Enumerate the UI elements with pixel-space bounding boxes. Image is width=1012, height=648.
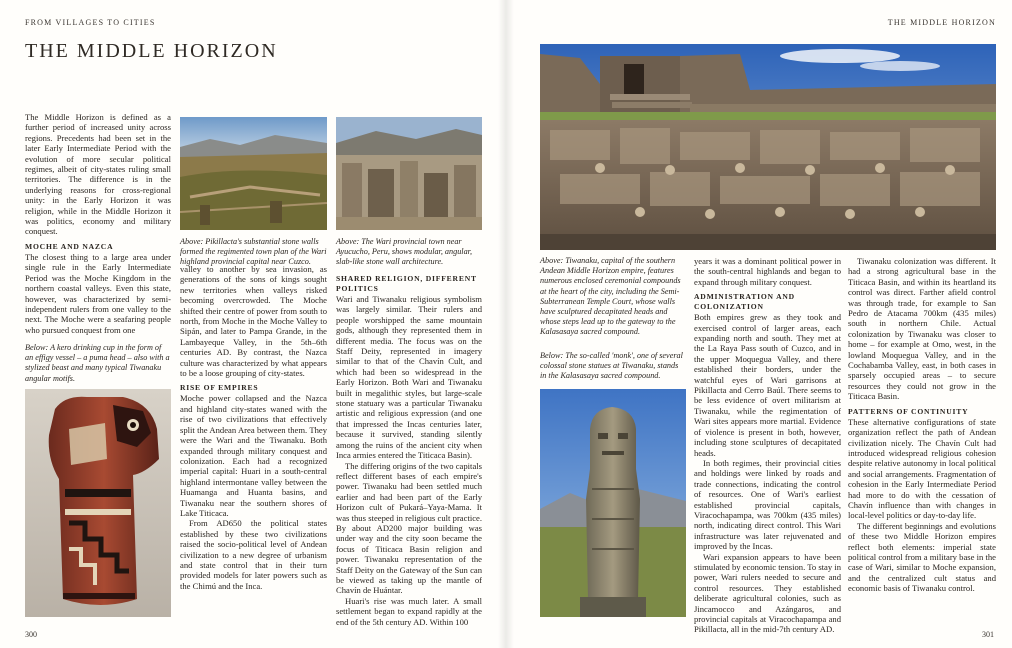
heading-moche-nazca: MOCHE AND NAZCA <box>25 241 114 251</box>
left-column-2 <box>180 264 327 591</box>
right-page <box>506 0 1012 648</box>
page-number-left: 300 <box>25 630 37 639</box>
administration-paragraph-1: Both empires grew as they took and exercised control of larger areas, each expanding north and south. They met at the La Raya Pass south of Cuzco, and in the upper Moquegua Valley, and there established their borders, under the watchful eyes of Wari garrisons at Pikillacta and Cerro Baúl. There seems to be less evidence of overt militarism at Tiwanaku, while the regimentation of Wari sites appears more martial. Evidence of violence is present in both, however, including stone sculptures of decapitated heads. <box>694 312 841 458</box>
religion-paragraph-1: Wari and Tiwanaku religious symbolism was largely similar. Their rulers and people worshipped the same mountain gods, although they represented them in different media. The focus was on the Staff Deity, represented in imagery similar to that of the Chavín Cult, and which had been so widespread in the Early Horizon. Both Wari and Tiwanaku built in megalithic styles, but large-scale stone statuary was a particular Tiwanaku artistic and religious expression (and one that impressed the Incas centuries later, because it survived, standing silently among the ruins of the ancient city when Inca armies entered the Titicaca Basin). <box>336 294 482 461</box>
right-column-3 <box>848 256 996 594</box>
running-head-right: THE MIDDLE HORIZON <box>887 18 996 27</box>
caption-kero: Below: A kero drinking cup in the form of an effigy vessel – a puma head – also with a stylized beast and many typical Tiwanaku angular motifs. <box>25 343 170 383</box>
heading-patterns-of-continuity: PATTERNS OF CONTINUITY <box>848 406 969 416</box>
administration-paragraph-2: In both regimes, their provincial cities and holdings were linked by roads and trade connections, indicating the control of resources. One of Wari's earliest established provincial capitals, Viracochapampa, was 700km (435 miles) north, indicating direct control. This Wari infrastructure was later rejuvenated and improved by the Incas. <box>694 457 841 552</box>
page-number-right: 301 <box>982 630 994 639</box>
caption-pikillacta: Above: Pikillacta's substantial stone walls formed the regimented town plan of the Wari highland provincial capital near Cuzco. <box>180 237 327 267</box>
wari-town-photo <box>336 117 482 230</box>
rise-paragraph-2: From AD650 the political states established by these two civilizations raised the socio-political level of Andean civilization to a new degree of urbanism and state control that in their turn provided models for later powers such as the Chimú and the Inca. <box>180 518 327 591</box>
huari-rise-continued: years it was a dominant political power in the south-central highlands and began to expand through military conquest. <box>694 256 841 287</box>
tiwanaku-temple-photo <box>540 44 996 250</box>
continuity-paragraph-1: These alternative configurations of state organization reflect the path of Andean civilization nicely. The Chavín Cult had introduced widespread religious cohesion despite relative autonomy in local political and social arrangements. Fragmentation of cohesion in the Early Intermediate Period had more to do with the cessation of Chavín influence than with changes in local-level politics or day-to-day life. <box>848 416 996 521</box>
caption-ayacucho: Above: The Wari provincial town near Ayucucho, Peru, shows modular, angular, slab-like stone wall architecture. <box>336 237 472 267</box>
left-column-1 <box>25 112 171 335</box>
chapter-title: THE MIDDLE HORIZON <box>25 40 278 62</box>
gutter-shadow <box>498 0 506 648</box>
heading-rise-of-empires: RISE OF EMPIRES <box>180 383 259 393</box>
continuity-paragraph-2: The different beginnings and evolutions of these two Middle Horizon empires reflect both elements: imperial state political control from a military base in the case of Wari, similar to Moche expansion, and the centralized cult status and economic basis of Tiwanaku control. <box>848 520 996 594</box>
gutter-shadow <box>506 0 514 648</box>
caption-monk-statue: Below: The so-called 'monk', one of several colossal stone statues at Tiwanaku, stands in the Kalasasaya sacred compound. <box>540 351 683 381</box>
left-column-3 <box>336 274 482 627</box>
caption-tiwanaku-temple: Above: Tiwanaku, capital of the southern Andean Middle Horizon empire, features numerous enclosed ceremonial compounds at the heart of the city, including the Semi-Subterranean Temple Court, whose walls have sculptured decapitated heads and whose steps lead up to the gateway to the Kalasasaya sacred compound. <box>540 256 681 337</box>
religion-paragraph-3: Huari's rise was much later. A small settlement began to expand rapidly at the end of the 5th century AD. Within 100 <box>336 595 482 627</box>
right-column-2 <box>694 256 841 635</box>
moche-paragraph: The closest thing to a large area under single rule in the Early Intermediate Period was the Moche Kingdom in the northern coastal valleys. Even this state, however, was characterized by semi-independent rulers from one valley to the next. The Moche were a seafaring people who pursued conquest from one <box>25 251 171 335</box>
tiwanaku-colonization-paragraph: Tiwanaku colonization was different. It had a strong agricultural base in the Titicaca Basin, and within its heartland its control was direct. Farther afield control was through trade, for example to San Pedro de Atacama 700km (435 miles) south in northern Chile. Actual colonization by Tiwanaku was closer to home – for example at Omo, west, in the lowland Moquegua Valley, and in the Cochabamba Valley, east, in both cases in sparsely occupied areas – to secure resources they could not grow in the Titicaca Basin. <box>848 256 996 402</box>
heading-shared-religion: SHARED RELIGION, DIFFERENT POLITICS <box>336 274 477 293</box>
kero-cup-photo <box>25 389 171 617</box>
monk-statue-photo <box>540 389 686 617</box>
religion-paragraph-2: The differing origins of the two capitals reflect different bases of each empire's power. Tiwanaku had been settled much earlier and had been part of the Early Horizon cult of Pukará–Yaya-Mama. It was thus steeped in religious cult practice. By about AD200 major building was under way and the city soon became the focus of Titicaca Basin religion and power. Tiwanaku representation of the Staff Deity on the Gateway of the Sun can be viewed as taking up the mantle of Chavín de Huántar. <box>336 460 482 596</box>
administration-paragraph-3: Wari expansion appears to have been stimulated by economic tension. To stay in power, Wari rulers needed to secure and control resources. They established deliberate agricultural colonies, such as Jincamocco and Azángaros, and provincial capitals at Viracochapampa and Pikillacta, all in the mid-7th century AD. <box>694 551 841 635</box>
moche-continued-paragraph: valley to another by sea invasion, as generations of the sons of kings sought new territories when valleys risked becoming overcrowded. The Moche shifted their centre of power from south to north, from Moche in the Moche Valley to Sipán, and later to Pampa Grande, in the Lambayeque Valley, in the 5th–6th centuries AD. By contrast, the Nazca culture was characterized by what appears to be a loose grouping of city-states. <box>180 264 327 379</box>
pikillacta-walls-photo <box>180 117 327 230</box>
running-head-left: FROM VILLAGES TO CITIES <box>25 18 156 27</box>
heading-administration: ADMINISTRATION AND COLONIZATION <box>694 292 795 312</box>
rise-paragraph-1: Moche power collapsed and the Nazca and highland city-states waned with the rise of two civilizations that effectively split the Andean Area between them. They were the Wari and the Tiwanaku. Both expanded through military conquest and colonization. Each had a recognized imperial capital: Huari in a south-central highland intermontane valley between the Huamanga and Huanta basins, and Tiwanaku near the southern shores of Lake Titicaca. <box>180 393 327 518</box>
intro-paragraph: The Middle Horizon is defined as a further period of increased unity across regions. Precedents had been set in the later Early Intermediate Period with the evolution of more secular political regimes, albeit of city-states ruling small territories. The difference is in the underlying reasons for cross-regional unity: in the Early Horizon it was religion, while in the Middle Horizon it was politics, economy and military conquest. <box>25 112 171 237</box>
